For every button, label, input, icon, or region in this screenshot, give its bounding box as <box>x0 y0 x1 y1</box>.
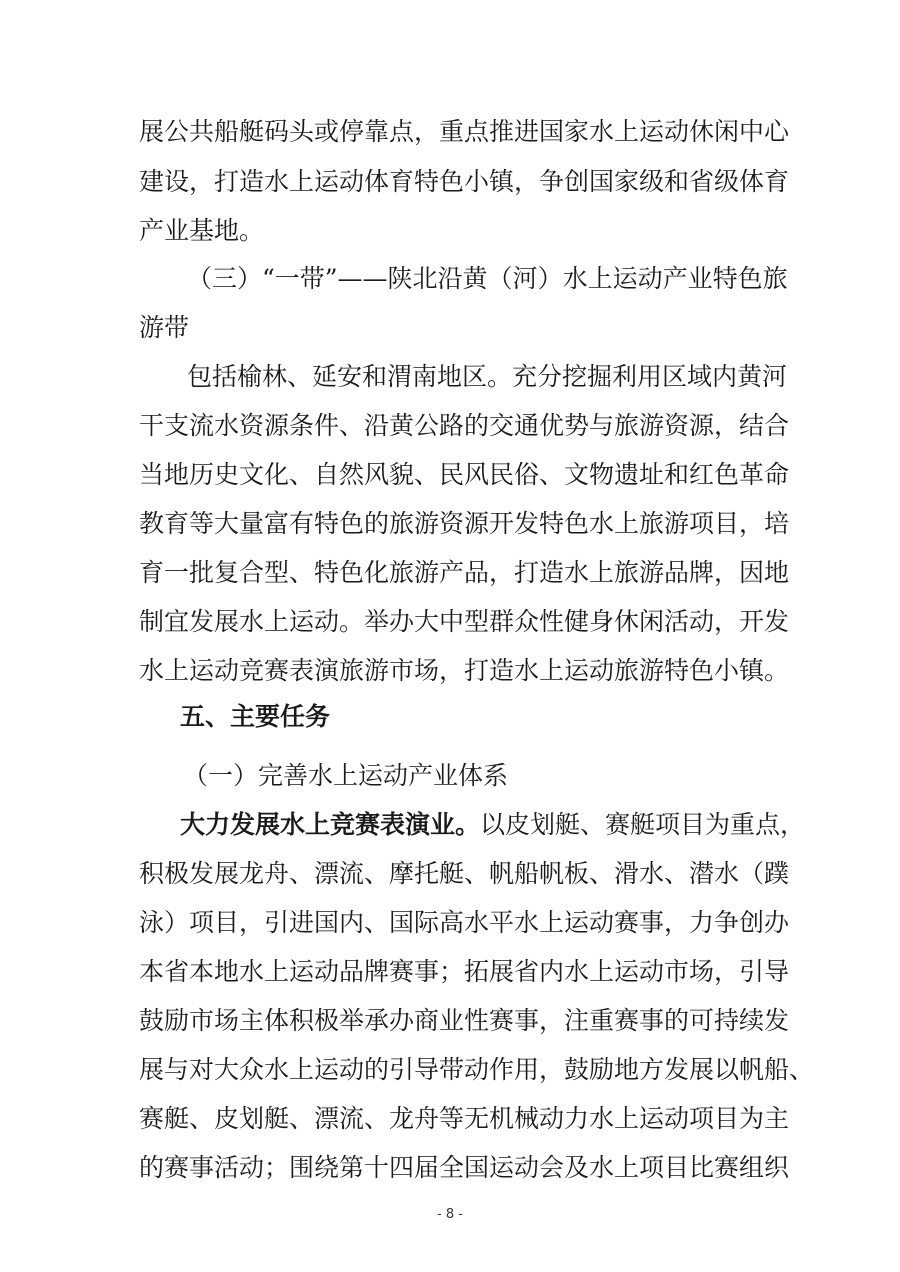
text-line: 水上运动竞赛表演旅游市场，打造水上运动旅游特色小镇。 <box>139 656 790 685</box>
bold-lead-text: 大力发展水上竞赛表演业。 <box>180 810 481 839</box>
text-line: 泳）项目，引进国内、国际高水平水上运动赛事，力争创办 <box>139 908 790 937</box>
text-line: 本省本地水上运动品牌赛事；拓展省内水上运动市场，引导 <box>139 957 790 986</box>
text-line: 制宜发展水上运动。举办大中型群众性健身休闲活动，开发 <box>139 607 790 636</box>
text-line: 积极发展龙舟、漂流、摩托艇、帆船帆板、滑水、潜水（蹼 <box>139 859 790 888</box>
page-number: - 8 - <box>437 1207 463 1222</box>
text-line-with-bold-lead <box>180 807 806 843</box>
text-line: 的赛事活动；围绕第十四届全国运动会及水上项目比赛组织 <box>139 1153 790 1182</box>
text-line: 赛艇、皮划艇、漂流、龙舟等无机械动力水上运动项目为主 <box>139 1104 790 1133</box>
text-line: 建设，打造水上运动体育特色小镇，争创国家级和省级体育 <box>139 167 790 196</box>
text-line: 产业基地。 <box>139 216 265 245</box>
text-run: 以皮划艇、赛艇项目为重点， <box>480 810 806 839</box>
section-subheading: （一）完善水上运动产业体系 <box>183 761 509 790</box>
text-line: 干支流水资源条件、沿黄公路的交通优势与旅游资源，结合 <box>139 411 790 440</box>
text-line: 包括榆林、延安和渭南地区。充分挖掘利用区域内黄河 <box>187 362 788 391</box>
section-subheading: （三）“一带”——陕北沿黄（河）水上运动产业特色旅 <box>187 264 788 293</box>
section-heading: 五、主要任务 <box>180 702 331 731</box>
section-subheading-continued: 游带 <box>139 313 190 342</box>
text-line: 育一批复合型、特色化旅游产品，打造水上旅游品牌，因地 <box>139 558 790 587</box>
text-line: 当地历史文化、自然风貌、民风民俗、文物遗址和红色革命 <box>139 460 790 489</box>
text-line: 鼓励市场主体积极举承办商业性赛事，注重赛事的可持续发 <box>139 1006 790 1035</box>
text-line: 展公共船艇码头或停靠点，重点推进国家水上运动休闲中心 <box>139 117 790 146</box>
text-line: 教育等大量富有特色的旅游资源开发特色水上旅游项目，培 <box>139 509 790 538</box>
text-line: 展与对大众水上运动的引导带动作用，鼓励地方发展以帆船、 <box>139 1055 815 1084</box>
